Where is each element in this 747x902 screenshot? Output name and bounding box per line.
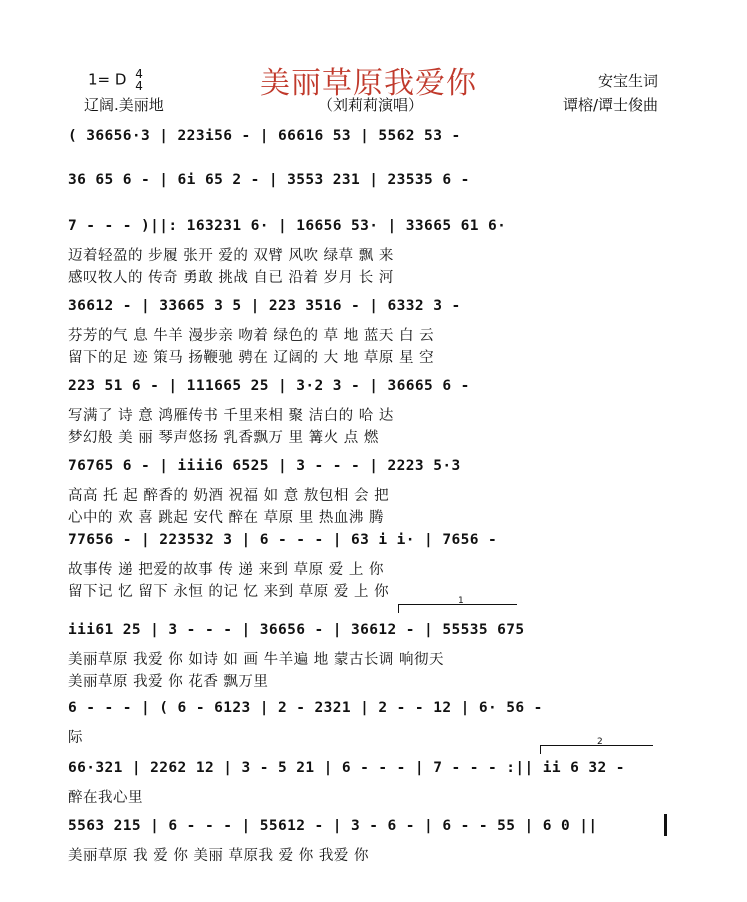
key-signature: 1= D 4 4 (88, 67, 143, 93)
lyric-line-7-2: 留下记 忆 留下 永恒 的记 忆 来到 草原 爱 上 你 (68, 584, 390, 600)
lyric-line-6-1: 高高 托 起 醉香的 奶酒 祝福 如 意 敖包相 会 把 (68, 488, 390, 504)
composer-credit: 谭榕/谭士俊曲 (563, 96, 659, 114)
final-barline (664, 814, 667, 836)
volta-bracket-1: 1 (398, 604, 517, 613)
singer-credit: （刘莉莉演唱） (318, 96, 424, 114)
lyric-line-5-2: 梦幻般 美 丽 琴声悠扬 乳香飘万 里 篝火 点 燃 (68, 430, 379, 446)
tempo-marking: 辽阔.美丽地 (84, 96, 164, 114)
notation-line-11: 5563 215 | 6 - - - | 55612 - | 3 - 6 - | 6 - - 55 | 6 0 || (68, 818, 598, 834)
lyricist-credit: 安宝生词 (598, 72, 659, 90)
lyric-line-4-2: 留下的足 迹 策马 扬鞭驰 骋在 辽阔的 大 地 草原 星 空 (68, 350, 435, 366)
page-title: 美丽草原我爱你 (260, 66, 477, 101)
notation-line-1: ( 36656·3 | 223i56 - | 66616 53 | 5562 53 - (68, 128, 461, 144)
lyric-line-8-1: 美丽草原 我爱 你 如诗 如 画 牛羊遍 地 蒙古长调 响彻天 (68, 652, 444, 668)
lyric-line-7-1: 故事传 递 把爱的故事 传 递 来到 草原 爱 上 你 (68, 562, 384, 578)
notation-line-8: iii61 25 | 3 - - - | 36656 - | 36612 - | 55535 675 (68, 622, 525, 638)
time-signature: 4 4 (135, 67, 143, 93)
notation-line-3: 7 - - - )||: 163231 6· | 16656 53· | 33665 61 6· (68, 218, 507, 234)
lyric-line-5-1: 写满了 诗 意 鸿雁传书 千里来相 聚 洁白的 哈 达 (68, 408, 394, 424)
lyric-line-3-2: 感叹牧人的 传奇 勇敢 挑战 自已 沿着 岁月 长 河 (68, 270, 394, 286)
lyric-line-4-1: 芬芳的气 息 牛羊 漫步亲 吻着 绿色的 草 地 蓝天 白 云 (68, 328, 435, 344)
notation-line-6: 76765 6 - | iiii6 6525 | 3 - - - | 2223 5·3 (68, 458, 461, 474)
notation-line-2: 36 65 6 - | 6i 65 2 - | 3553 231 | 23535 6 - (68, 172, 470, 188)
lyric-line-6-2: 心中的 欢 喜 跳起 安代 醉在 草原 里 热血沸 腾 (68, 510, 384, 526)
notation-line-4: 36612 - | 33665 3 5 | 223 3516 - | 6332 3 - (68, 298, 461, 314)
volta-bracket-2: 2 (540, 745, 653, 754)
notation-line-5: 223 51 6 - | 111665 25 | 3·2 3 - | 36665 6 - (68, 378, 470, 394)
lyric-line-9-1: 际 (68, 730, 83, 746)
notation-line-9: 6 - - - | ( 6 - 6123 | 2 - 2321 | 2 - - 12 | 6· 56 - (68, 700, 543, 716)
lyric-line-8-2: 美丽草原 我爱 你 花香 飘万里 (68, 674, 269, 690)
lyric-line-11-1: 美丽草原 我 爱 你 美丽 草原我 爱 你 我爱 你 (68, 848, 369, 864)
lyric-line-10-1: 醉在我心里 (68, 790, 143, 806)
notation-line-7: 77656 - | 223532 3 | 6 - - - | 63 i i· | 7656 - (68, 532, 498, 548)
notation-line-10: 66·321 | 2262 12 | 3 - 5 21 | 6 - - - | 7 - - - :|| ii 6 32 - (68, 760, 625, 776)
lyric-line-3-1: 迈着轻盈的 步履 张开 爱的 双臂 风吹 绿草 飘 来 (68, 248, 394, 264)
